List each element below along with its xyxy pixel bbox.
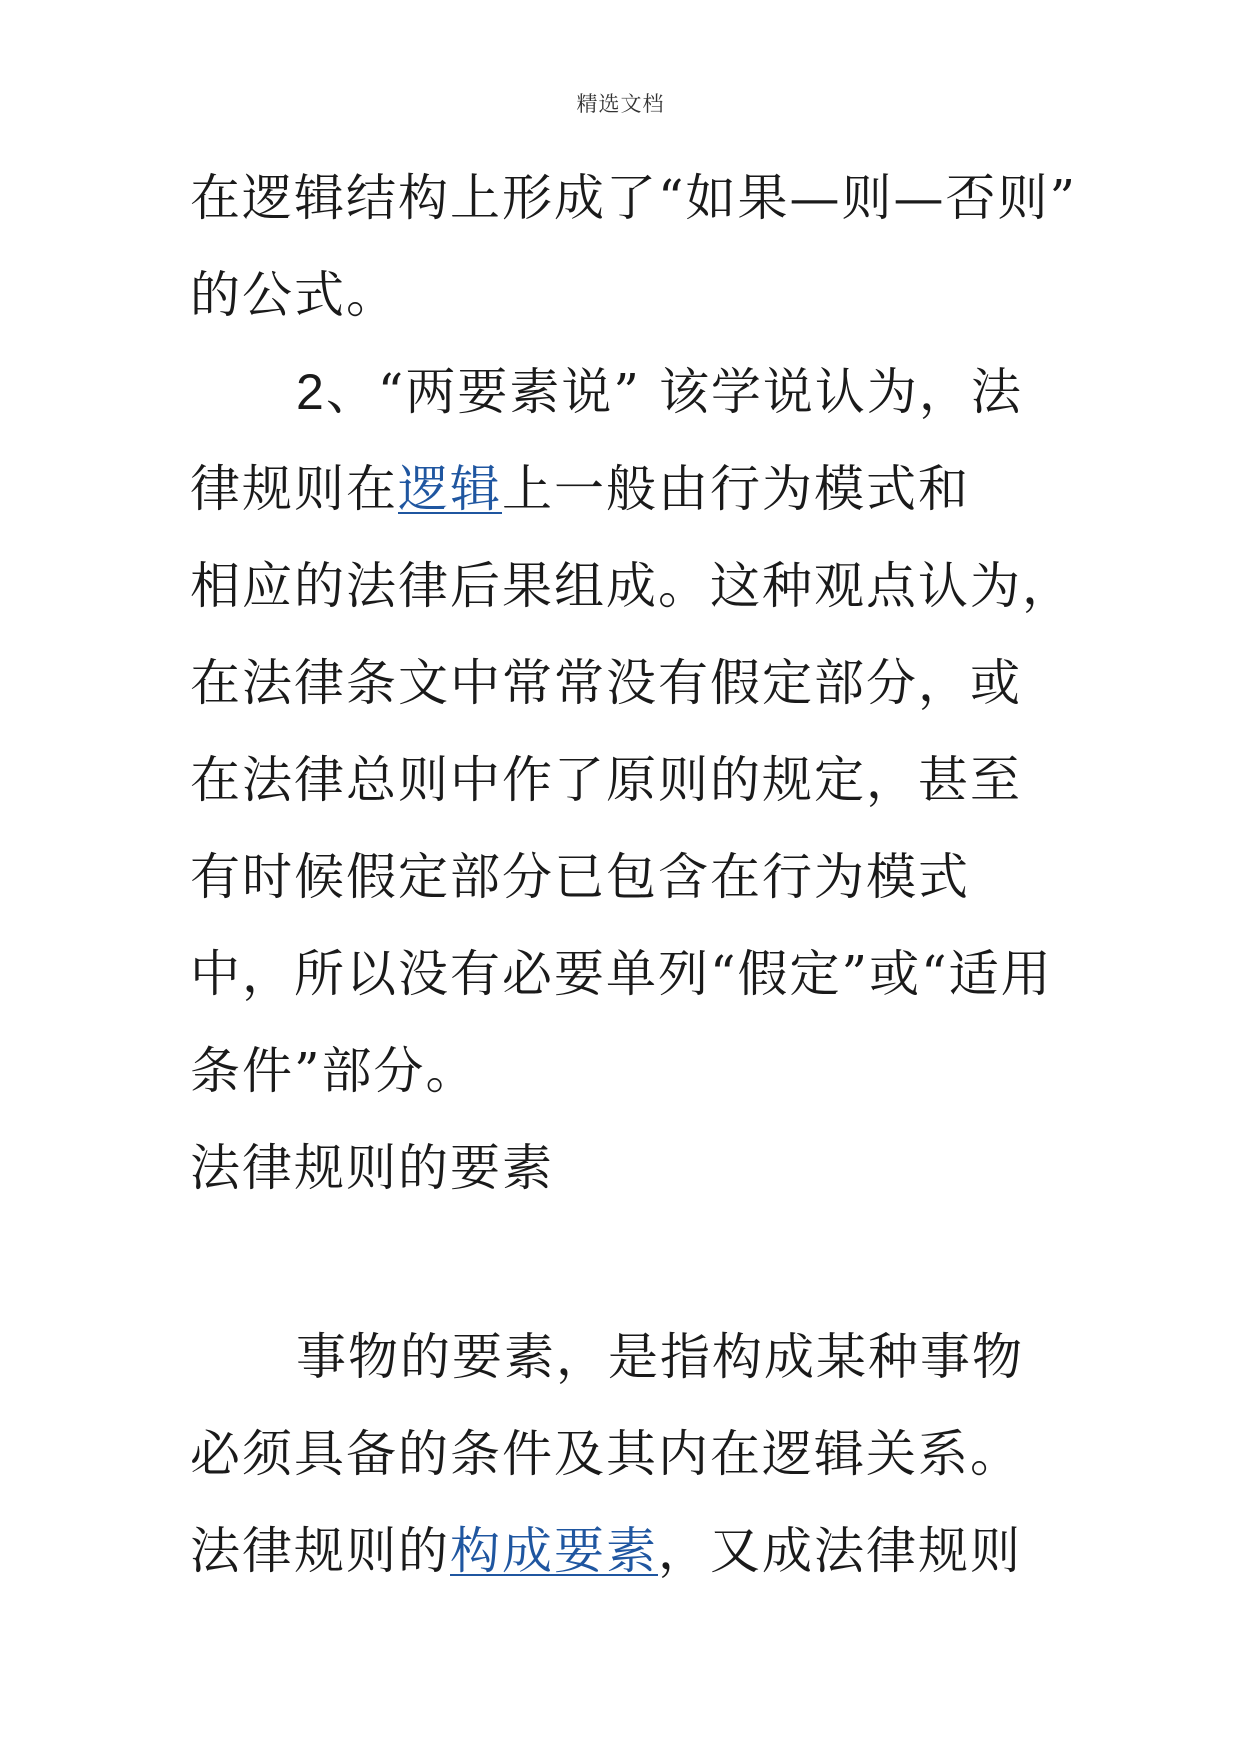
link-components[interactable]: 构成要素 (450, 1522, 658, 1580)
text-span: 法律规则的 (190, 1522, 450, 1580)
paragraph-line: 事物的要素，是指构成某种事物 (296, 1328, 1024, 1386)
spacer (190, 1217, 1070, 1309)
text-span: 、“两要素说” 该学说认为，法 (325, 363, 1023, 421)
paragraph-line: 的公式。 (190, 266, 398, 324)
paragraph-line: 相应的法律后果组成。这种观点认为， (190, 557, 1074, 615)
text-span: 上一般由行为模式和 (502, 460, 970, 518)
paragraph-line: 中，所以没有必要单列“假定”或“适用 (190, 945, 1053, 1003)
paragraph-line (190, 1503, 1070, 1600)
paragraph-line (190, 344, 1070, 441)
paragraph-line: 在逻辑结构上形成了“如果—则—否则” (190, 169, 1078, 227)
paragraph-line (190, 441, 1070, 538)
paragraph-line: 在法律条文中常常没有假定部分，或 (190, 654, 1022, 712)
text-span: 律规则在 (190, 460, 398, 518)
section-heading: 法律规则的要素 (190, 1139, 554, 1197)
link-logic[interactable]: 逻辑 (398, 460, 502, 518)
list-number: 2 (296, 364, 326, 420)
paragraph-line: 在法律总则中作了原则的规定，甚至 (190, 751, 1022, 809)
document-body (190, 150, 1078, 1600)
paragraph-line: 有时候假定部分已包含在行为模式 (190, 848, 970, 906)
page-header: 精选文档 (576, 92, 665, 116)
paragraph-line: 必须具备的条件及其内在逻辑关系。 (190, 1425, 1022, 1483)
text-span: ，又成法律规则 (658, 1522, 1022, 1580)
paragraph-line: 条件”部分。 (190, 1042, 478, 1100)
